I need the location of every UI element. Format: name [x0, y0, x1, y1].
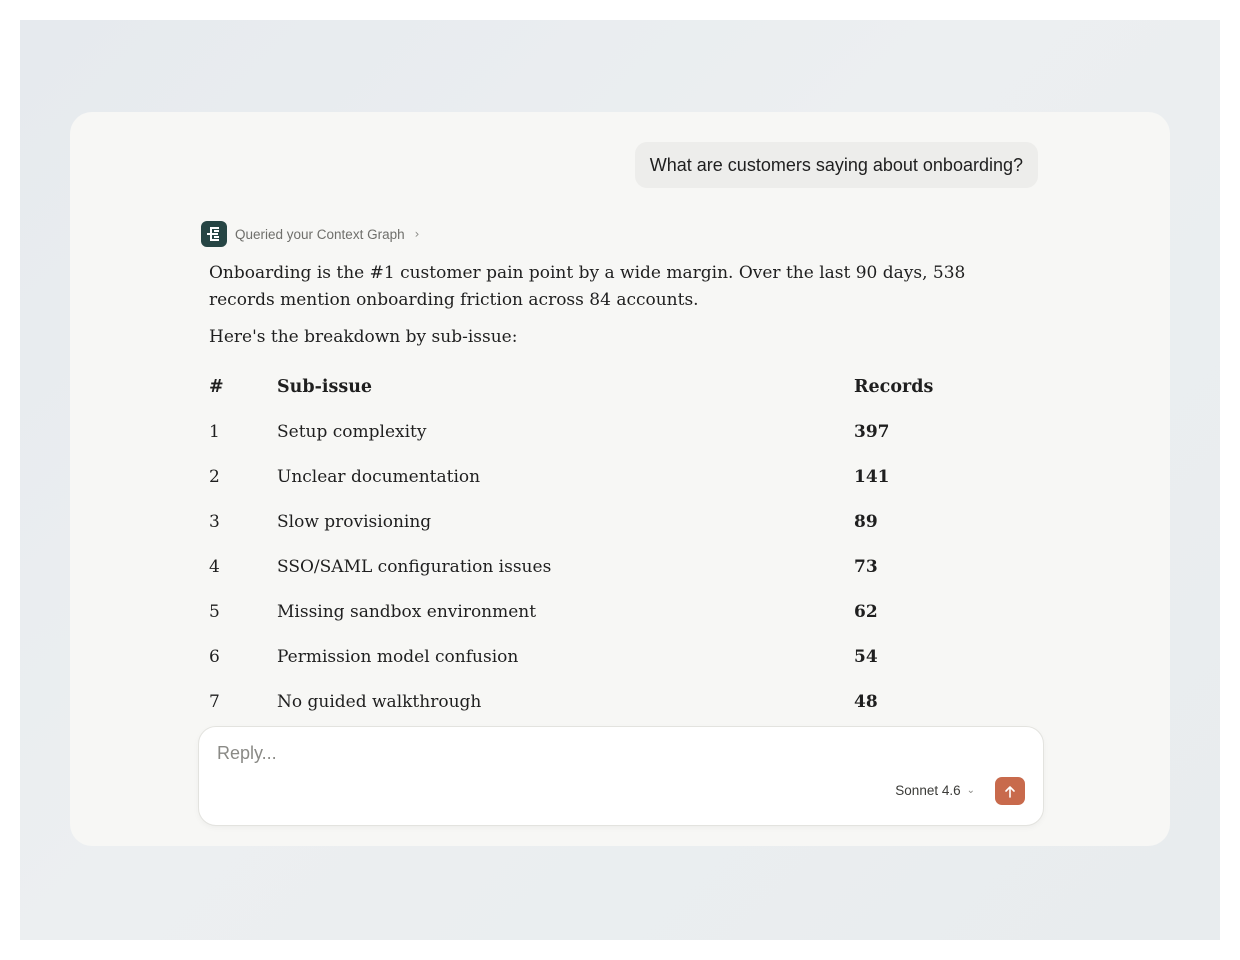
row-sub-issue: Unclear documentation: [277, 466, 481, 487]
chat-panel: [70, 112, 1170, 846]
row-sub-issue: Setup complexity: [277, 421, 427, 442]
row-number: 6: [209, 646, 220, 667]
model-name: Sonnet 4.6: [895, 783, 961, 798]
table-row: [209, 499, 974, 544]
row-number: 3: [209, 511, 220, 532]
response-intro: Onboarding is the #1 customer pain point by a wide margin. Over the last 90 days, 538 records mention onboarding friction across 84 accounts.: [209, 263, 966, 310]
row-number: 7: [209, 691, 220, 712]
row-sub-issue: No guided walkthrough: [277, 691, 482, 712]
context-graph-icon: [201, 221, 227, 247]
user-message-text: What are customers saying about onboarding?: [649, 154, 1023, 175]
row-records: 73: [854, 556, 878, 577]
row-number: 1: [209, 421, 220, 442]
row-sub-issue: SSO/SAML configuration issues: [277, 556, 552, 577]
row-records: 62: [854, 601, 878, 622]
table-row: [209, 679, 974, 724]
send-button[interactable]: [995, 777, 1025, 805]
header-records: Records: [854, 376, 934, 397]
table-row: [209, 589, 974, 634]
tool-call-summary[interactable]: [201, 221, 419, 247]
row-number: 5: [209, 601, 220, 622]
row-number: 2: [209, 466, 220, 487]
table-row: [209, 454, 974, 499]
row-sub-issue: Missing sandbox environment: [277, 601, 537, 622]
row-records: 89: [854, 511, 878, 532]
table-row: [209, 409, 974, 454]
sub-issue-table: [209, 364, 974, 724]
row-records: 141: [854, 466, 890, 487]
row-sub-issue: Permission model confusion: [277, 646, 519, 667]
table-header-row: [209, 364, 974, 409]
header-number: #: [209, 376, 224, 397]
user-message-bubble: [635, 142, 1038, 188]
row-records: 397: [854, 421, 890, 442]
response-lead-in: Here's the breakdown by sub-issue:: [209, 327, 518, 347]
chevron-right-icon: ›: [414, 227, 420, 241]
tool-call-label: Queried your Context Graph: [235, 226, 405, 242]
table-row: [209, 634, 974, 679]
row-sub-issue: Slow provisioning: [277, 511, 432, 532]
arrow-up-icon: [1004, 785, 1016, 798]
row-records: 48: [854, 691, 878, 712]
chevron-down-icon: ⌄: [966, 785, 975, 796]
header-sub-issue: Sub-issue: [277, 376, 373, 397]
row-number: 4: [209, 556, 220, 577]
model-selector[interactable]: [895, 783, 975, 798]
reply-input[interactable]: [217, 743, 817, 764]
table-row: [209, 544, 974, 589]
reply-composer: [198, 726, 1044, 826]
row-records: 54: [854, 646, 878, 667]
assistant-response: [209, 260, 1029, 351]
